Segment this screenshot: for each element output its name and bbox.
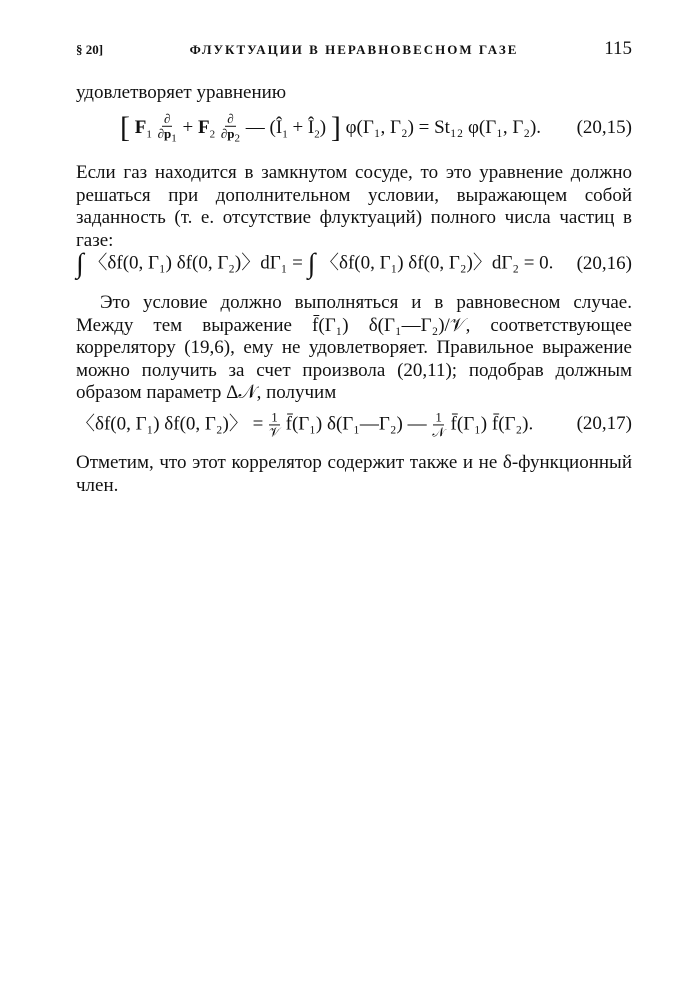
equation-20-15-tail: φ(Γ₁, Γ₂) = St₁₂ φ(Γ₁, Γ₂). (345, 116, 542, 138)
equation-20-16-rhs: 〈δf(0, Γ₁) δf(0, Γ₂)〉dΓ₂ = 0. (320, 252, 554, 274)
equation-20-15 (76, 110, 632, 146)
equation-20-17 (76, 406, 632, 442)
equation-20-16 (76, 246, 632, 282)
partial-frac-p2: $\frac{\partial}{\partial p_2}$ (220, 110, 241, 145)
equation-20-17-body (76, 408, 533, 439)
frac-one-over-V: $\frac{1}{\text{𝒱}}$ (269, 409, 280, 440)
equation-20-16-body (76, 248, 553, 281)
paragraph-intro: удовлетворяет уравнению (76, 82, 287, 103)
paragraph-note: Отметим, что этот коррелятор содержит также и не δ-функционный член. (76, 452, 632, 496)
equation-number: (20,15) (576, 117, 632, 138)
equation-number: (20,16) (576, 253, 632, 274)
running-header (76, 38, 632, 62)
integral-sign: ∫ (76, 248, 84, 280)
paragraph-equilibrium: Это условие должно выполняться и в равновесном случае. Между тем выражение f̄(Γ₁) δ(Γ₁—Γ₂)/𝒱, соответствующее коррелятору (19,6), ему не удовлетворяет. Правильное выражение можно получить за счет произвола (20,11); подобрав должным образом параметр Δ𝒩, получим (76, 292, 632, 403)
equation-20-16-lhs: 〈δf(0, Γ₁) δf(0, Γ₂)〉dΓ₁ = (88, 252, 303, 274)
equation-number: (20,17) (576, 413, 632, 434)
partial-frac-p1: $\frac{\partial}{\partial p_1}$ (157, 110, 177, 145)
equation-20-15-body: [ $F_1$ $\frac{\partial}{\partial p_1}$ + $F_2$ $\frac{\partial}{\partial p_2}$ — ($Î_1$ + $Î_2$) ] φ(Γ₁, Γ₂) = St₁₂ φ(Γ₁, Γ₂). (120, 110, 542, 145)
running-title: ФЛУКТУАЦИИ В НЕРАВНОВЕСНОМ ГАЗЕ (189, 42, 519, 57)
equation-20-17-lhs: 〈δf(0, Γ₁) δf(0, Γ₂)〉 = (76, 413, 264, 435)
equation-20-17-term2: f̄(Γ₁) f̄(Γ₂). (450, 413, 534, 435)
frac-one-over-N: $\frac{1}{\text{𝒩}}$ (432, 409, 445, 440)
paragraph-closed-vessel: Если газ находится в замкнутом сосуде, то это уравнение должно решаться при дополнительном условии, выражающем собой заданность (т. е. отсутствие флуктуаций) полного числа частиц в газе: (76, 162, 632, 251)
integral-sign: ∫ (307, 248, 316, 280)
page-number: 115 (604, 38, 632, 59)
equation-20-17-term1: f̄(Γ₁) δ(Γ₁—Γ₂) — (285, 413, 427, 435)
section-number: § 20] (76, 42, 104, 57)
